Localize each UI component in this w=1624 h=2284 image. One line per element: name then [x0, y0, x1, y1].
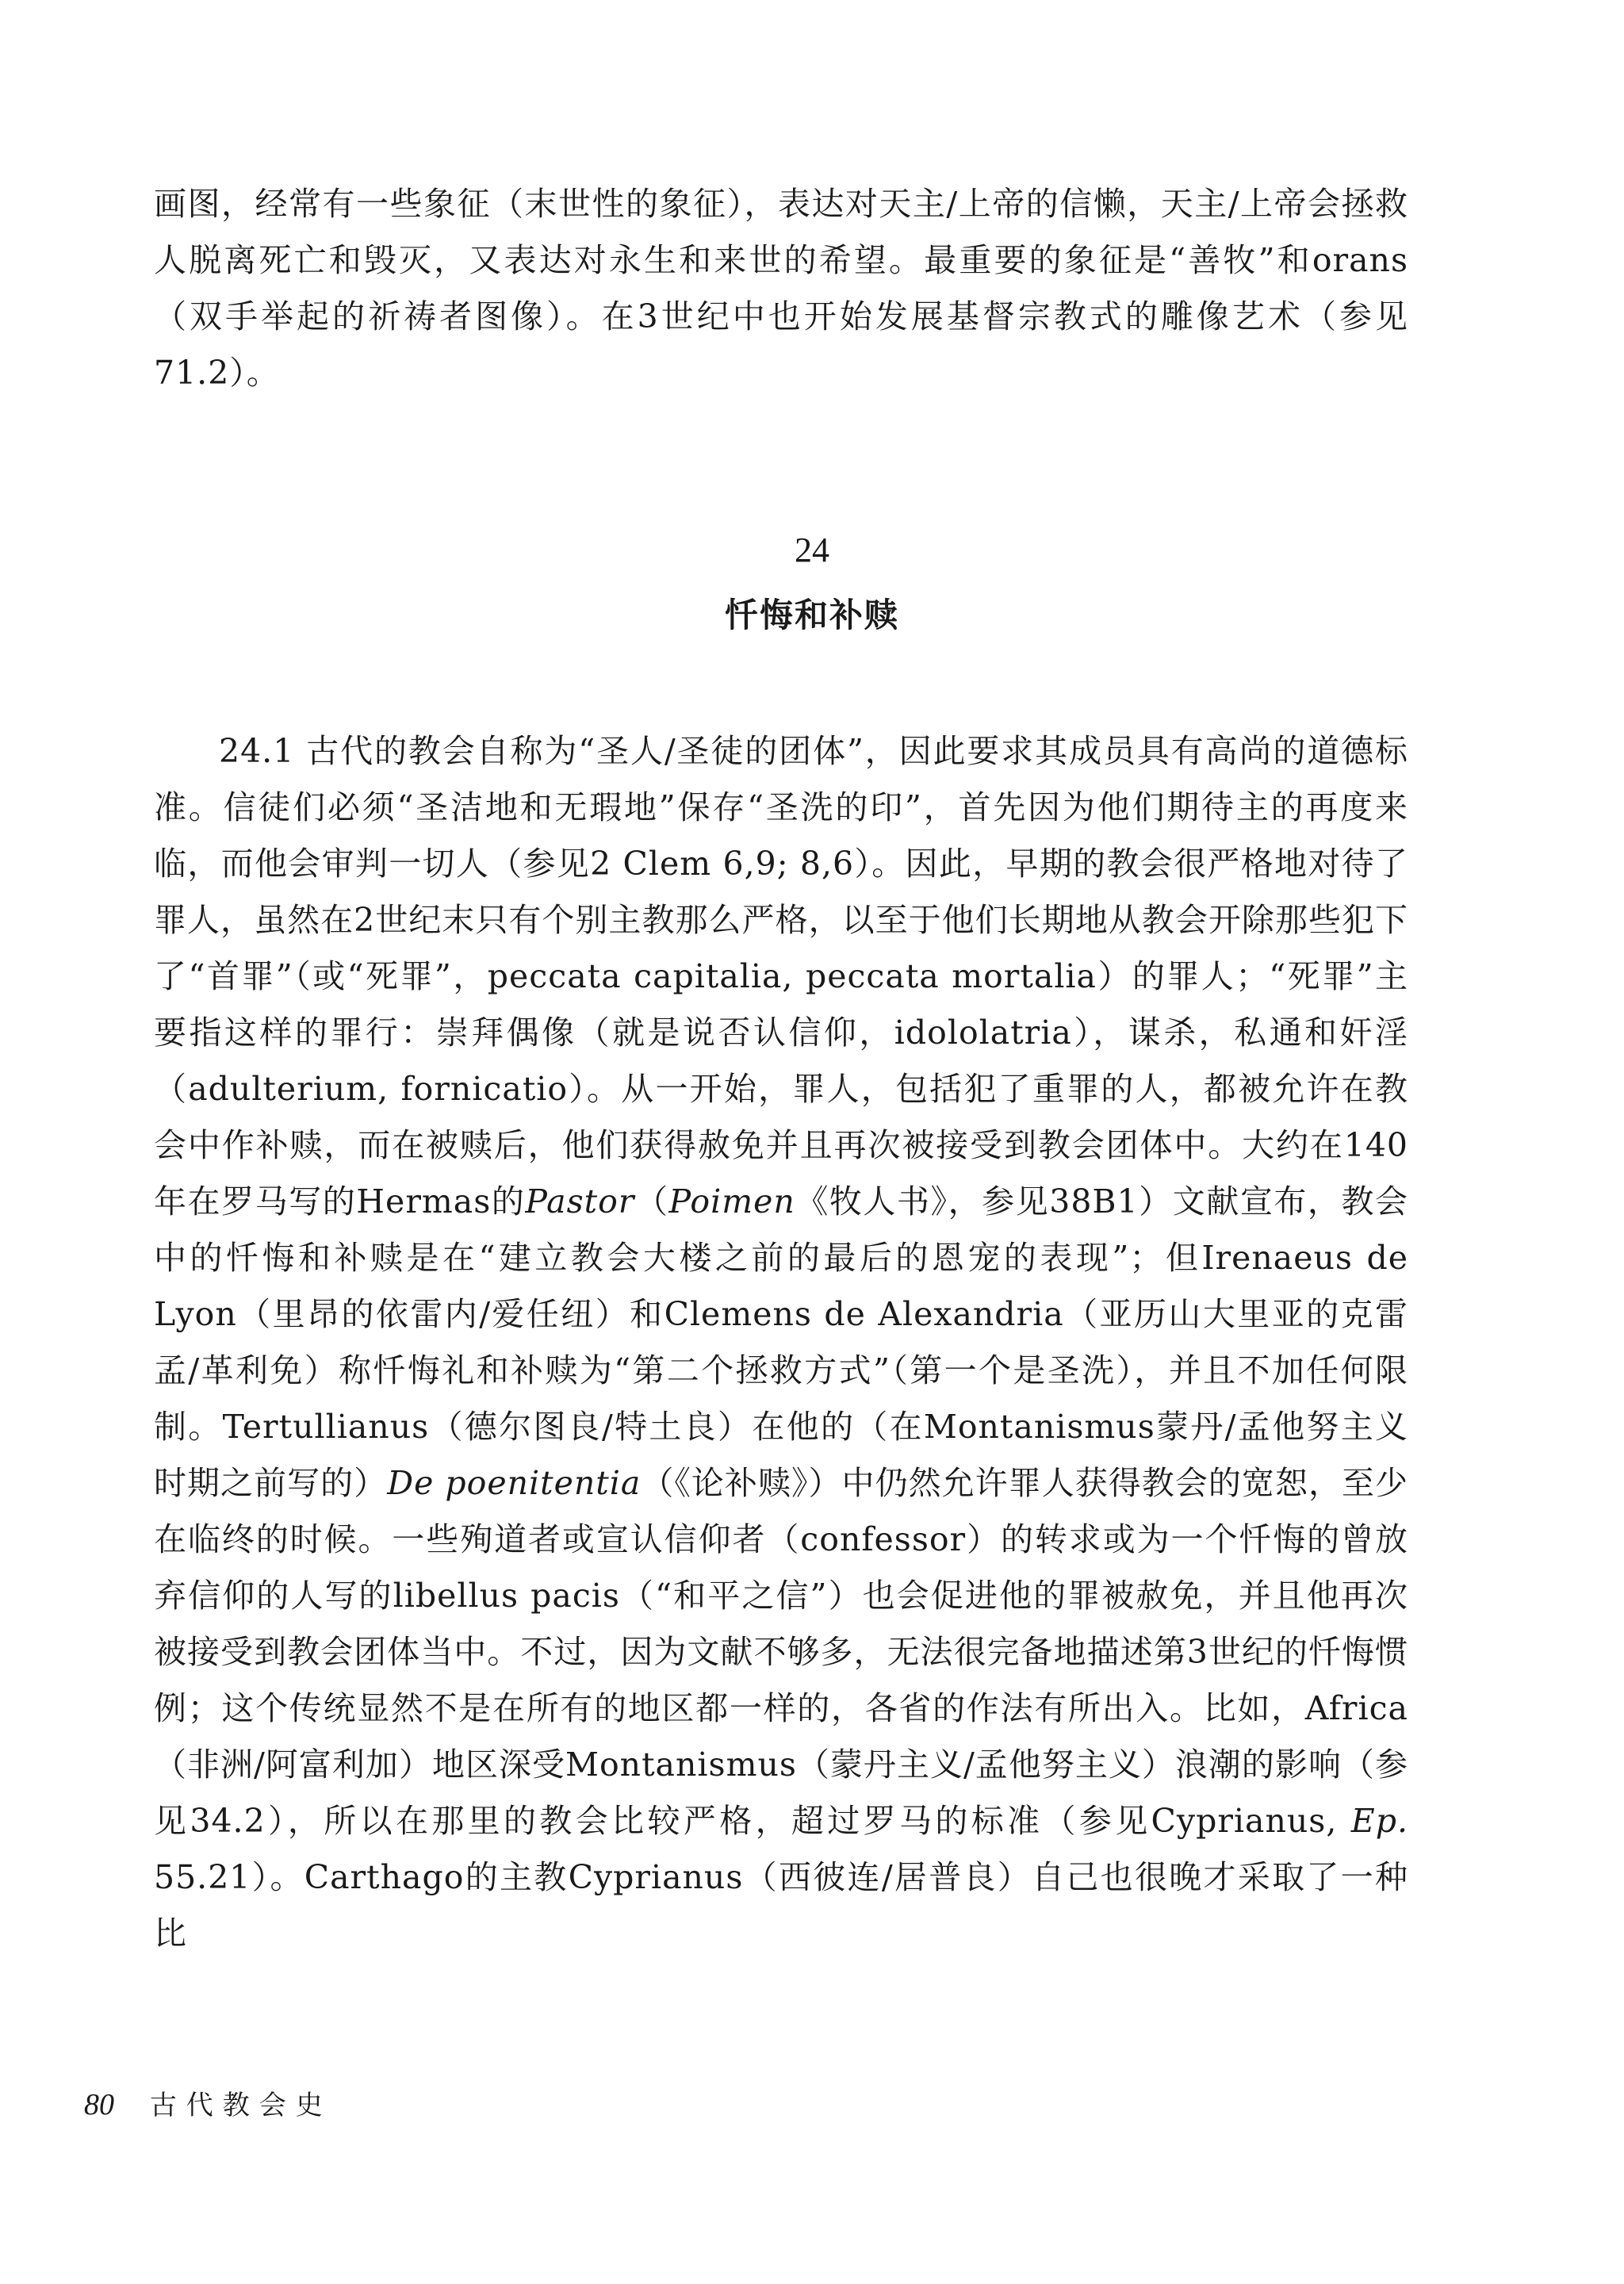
text-segment: （	[634, 1182, 669, 1221]
section-24-1-paragraph	[154, 723, 1408, 1962]
de-poenitentia-title: De poenitentia	[387, 1464, 642, 1502]
text-segment: 24.1 古代的教会自称为“圣人/圣徒的团体”，因此要求其成员具有高尚的道德标准。信徒们必须“圣洁地和无瑕地”保存“圣洗的印”，首先因为他们期待主的再度来临，而他会审判一切人（参见2 Clem 6,9; 8,6）。因此，早期的教会很严格地对待了罪人，虽然在2世纪末只有个别主教那么严格，以至于他们长期地从教会开除那些犯下了“首罪”（或“死罪”，peccata capitalia, peccata mortalia）的罪人；“死罪”主要指这样的罪行：崇拜偶像（就是说否认信仰，idololatria），谋杀，私通和奸淫（adulterium, fornicatio）。从一开始，罪人，包括犯了重罪的人，都被允许在教会中作补赎，而在被赎后，他们获得赦免并且再次被接受到教会团体中。大约在140年在罗马写的Hermas的	[154, 732, 1408, 1221]
chapter-title: 忏悔和补赎	[724, 596, 899, 634]
ep-abbreviation: Ep.	[1350, 1802, 1408, 1840]
book-title: 古代教会史	[149, 2090, 332, 2121]
section-24-1-block	[154, 723, 1408, 1962]
intro-paragraph-block	[154, 176, 1408, 401]
page-number: 80	[84, 2088, 114, 2121]
page-footer	[84, 2087, 332, 2123]
text-segment: 55.21）。Carthago的主教Cyprianus（西彼连/居普良）自己也很晚才采取了一种比	[154, 1858, 1408, 1953]
text-segment: 《牧人书》，参见38B1）文献宣布，教会中的忏悔和补赎是在“建立教会大楼之前的最后的恩宠的表现”；但Irenaeus de Lyon（里昂的依雷内/爱任纽）和Clemens de Alexandria（亚历山大里亚的克雷孟/革利免）称忏悔礼和补赎为“第二个拯救方式”（第一个是圣洗），并且不加任何限制。Tertullianus（德尔图良/特土良）在他的（在Montanismus蒙丹/孟他努主义时期之前写的）	[154, 1182, 1409, 1502]
chapter-number: 24	[795, 531, 829, 569]
text-segment: （《论补赎》）中仍然允许罪人获得教会的宽恕，至少在临终的时候。一些殉道者或宣认信仰者（confessor）的转求或为一个忏悔的曾放弃信仰的人写的libellus pacis（“和平之信”）也会促进他的罪被赦免，并且他再次被接受到教会团体当中。不过，因为文献不够多，无法很完备地描述第3世纪的忏悔惯例；这个传统显然不是在所有的地区都一样的，各省的作法有所出入。比如，Africa（非洲/阿富利加）地区深受Montanismus（蒙丹主义/孟他努主义）浪潮的影响（参见34.2），所以在那里的教会比较严格，超过罗马的标准（参见Cyprianus,	[154, 1464, 1409, 1840]
intro-paragraph: 画图，经常有一些象征（末世性的象征），表达对天主/上帝的信懒，天主/上帝会拯救人脱离死亡和毁灭，又表达对永生和来世的希望。最重要的象征是“善牧”和orans（双手举起的祈祷者图像）。在3世纪中也开始发展基督宗教式的雕像艺术（参见71.2）。	[154, 185, 1408, 392]
poimen-title: Poimen	[668, 1182, 795, 1221]
pastor-title: Pastor	[525, 1182, 635, 1221]
